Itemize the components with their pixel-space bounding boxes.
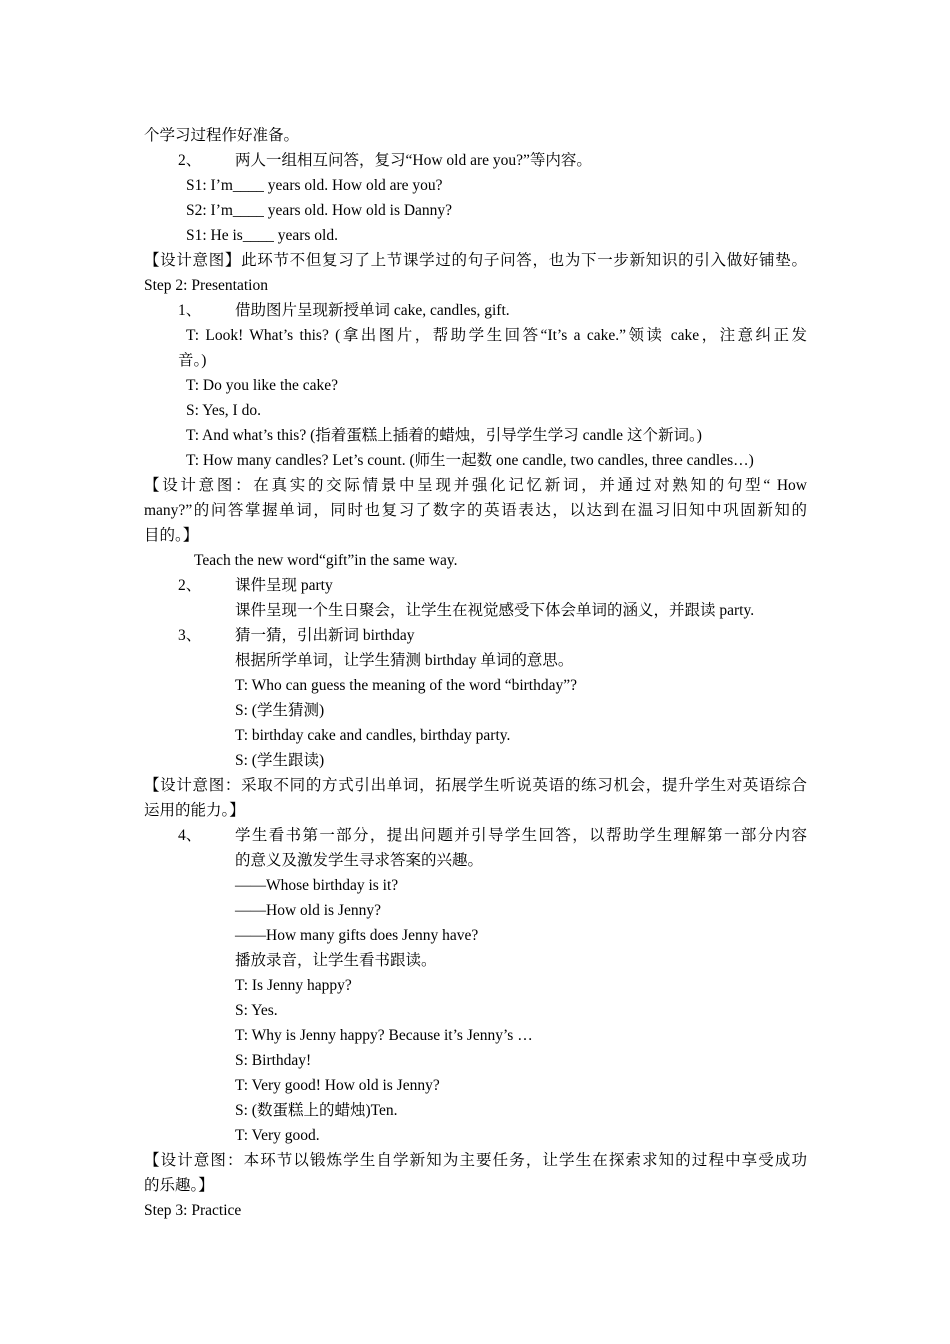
text-line: Teach the new word“gift”in the same way. [194,552,458,569]
text-line: 猜一猜，引出新词 birthday [235,627,415,644]
text-line: T: Look! What’s this? (拿出图片，帮助学生回答“It’s a cake.”领读 cake，注意纠正发 [186,327,807,344]
text-line: 借助图片呈现新授单词 cake, candles, gift. [235,302,510,319]
design-intent-note: 【设计意图】此环节不但复习了上节课学过的句子问答，也为下一步新知识的引入做好铺垫。 [144,252,807,269]
text-line: T: How many candles? Let’s count. (师生一起数 one candle, two candles, three candles…) [186,452,754,469]
text-line: S1: I’m____ years old. How old are you? [186,177,443,194]
step-heading: Step 2: Presentation [144,277,268,294]
list-number: 2、 [178,577,202,594]
text-line: ——Whose birthday is it? [235,877,399,894]
text-line: S: (数蛋糕上的蜡烛)Ten. [235,1102,398,1119]
text-line: T: Why is Jenny happy? Because it’s Jenny’s … [235,1027,533,1044]
design-intent-note: 运用的能力。】 [144,802,245,819]
design-intent-note: 目的。】 [144,527,199,544]
text-line: ——How old is Jenny? [235,902,381,919]
design-intent-note: 的乐趣。】 [144,1177,214,1194]
design-intent-note: 【设计意图：本环节以锻炼学生自学新知为主要任务，让学生在探索求知的过程中享受成功 [144,1152,807,1169]
text-line: S: Yes, I do. [186,402,261,419]
text-line: T: Very good. [235,1127,320,1144]
text-line: T: Who can guess the meaning of the word “birthday”? [235,677,577,694]
text-line: 两人一组相互问答，复习“How old are you?”等内容。 [235,152,592,169]
text-line: 学生看书第一部分，提出问题并引导学生回答，以帮助学生理解第一部分内容 [235,827,807,844]
text-line: S2: I’m____ years old. How old is Danny? [186,202,453,219]
text-line: 课件呈现一个生日聚会，让学生在视觉感受下体会单词的涵义，并跟读 party. [235,602,755,619]
text-line: S: (学生猜测) [235,702,325,719]
list-number: 2、 [178,152,202,169]
design-intent-note: 【设计意图：采取不同的方式引出单词，拓展学生听说英语的练习机会，提升学生对英语综合 [144,777,807,794]
text-line: 的意义及激发学生寻求答案的兴趣。 [235,852,484,869]
text-line: 根据所学单词，让学生猜测 birthday 单词的意思。 [235,652,574,669]
text-line: T: Very good! How old is Jenny? [235,1077,440,1094]
text-line: 个学习过程作好准备。 [144,127,300,144]
text-line: S: Yes. [235,1002,278,1019]
text-line: T: Is Jenny happy? [235,977,352,994]
design-intent-note: 【设计意图：在真实的交际情景中呈现并强化记忆新词，并通过对熟知的句型“ How [144,477,807,494]
step-heading: Step 3: Practice [144,1202,242,1219]
text-line: T: birthday cake and candles, birthday party. [235,727,511,744]
text-line: T: And what’s this? (指着蛋糕上插着的蜡烛，引导学生学习 candle 这个新词。) [186,427,702,444]
text-line: S: Birthday! [235,1052,312,1069]
text-line: S: (学生跟读) [235,752,325,769]
text-line: 课件呈现 party [235,577,333,594]
list-number: 3、 [178,627,202,644]
text-line: 音。) [178,352,207,369]
text-line: S1: He is____ years old. [186,227,338,244]
list-number: 1、 [178,302,202,319]
design-intent-note: many?”的问答掌握单词，同时也复习了数字的英语表达，以达到在温习旧知中巩固新知的 [144,502,807,519]
text-line: T: Do you like the cake? [186,377,339,394]
text-line: 播放录音，让学生看书跟读。 [235,952,437,969]
list-number: 4、 [178,827,202,844]
text-line: ——How many gifts does Jenny have? [235,927,479,944]
